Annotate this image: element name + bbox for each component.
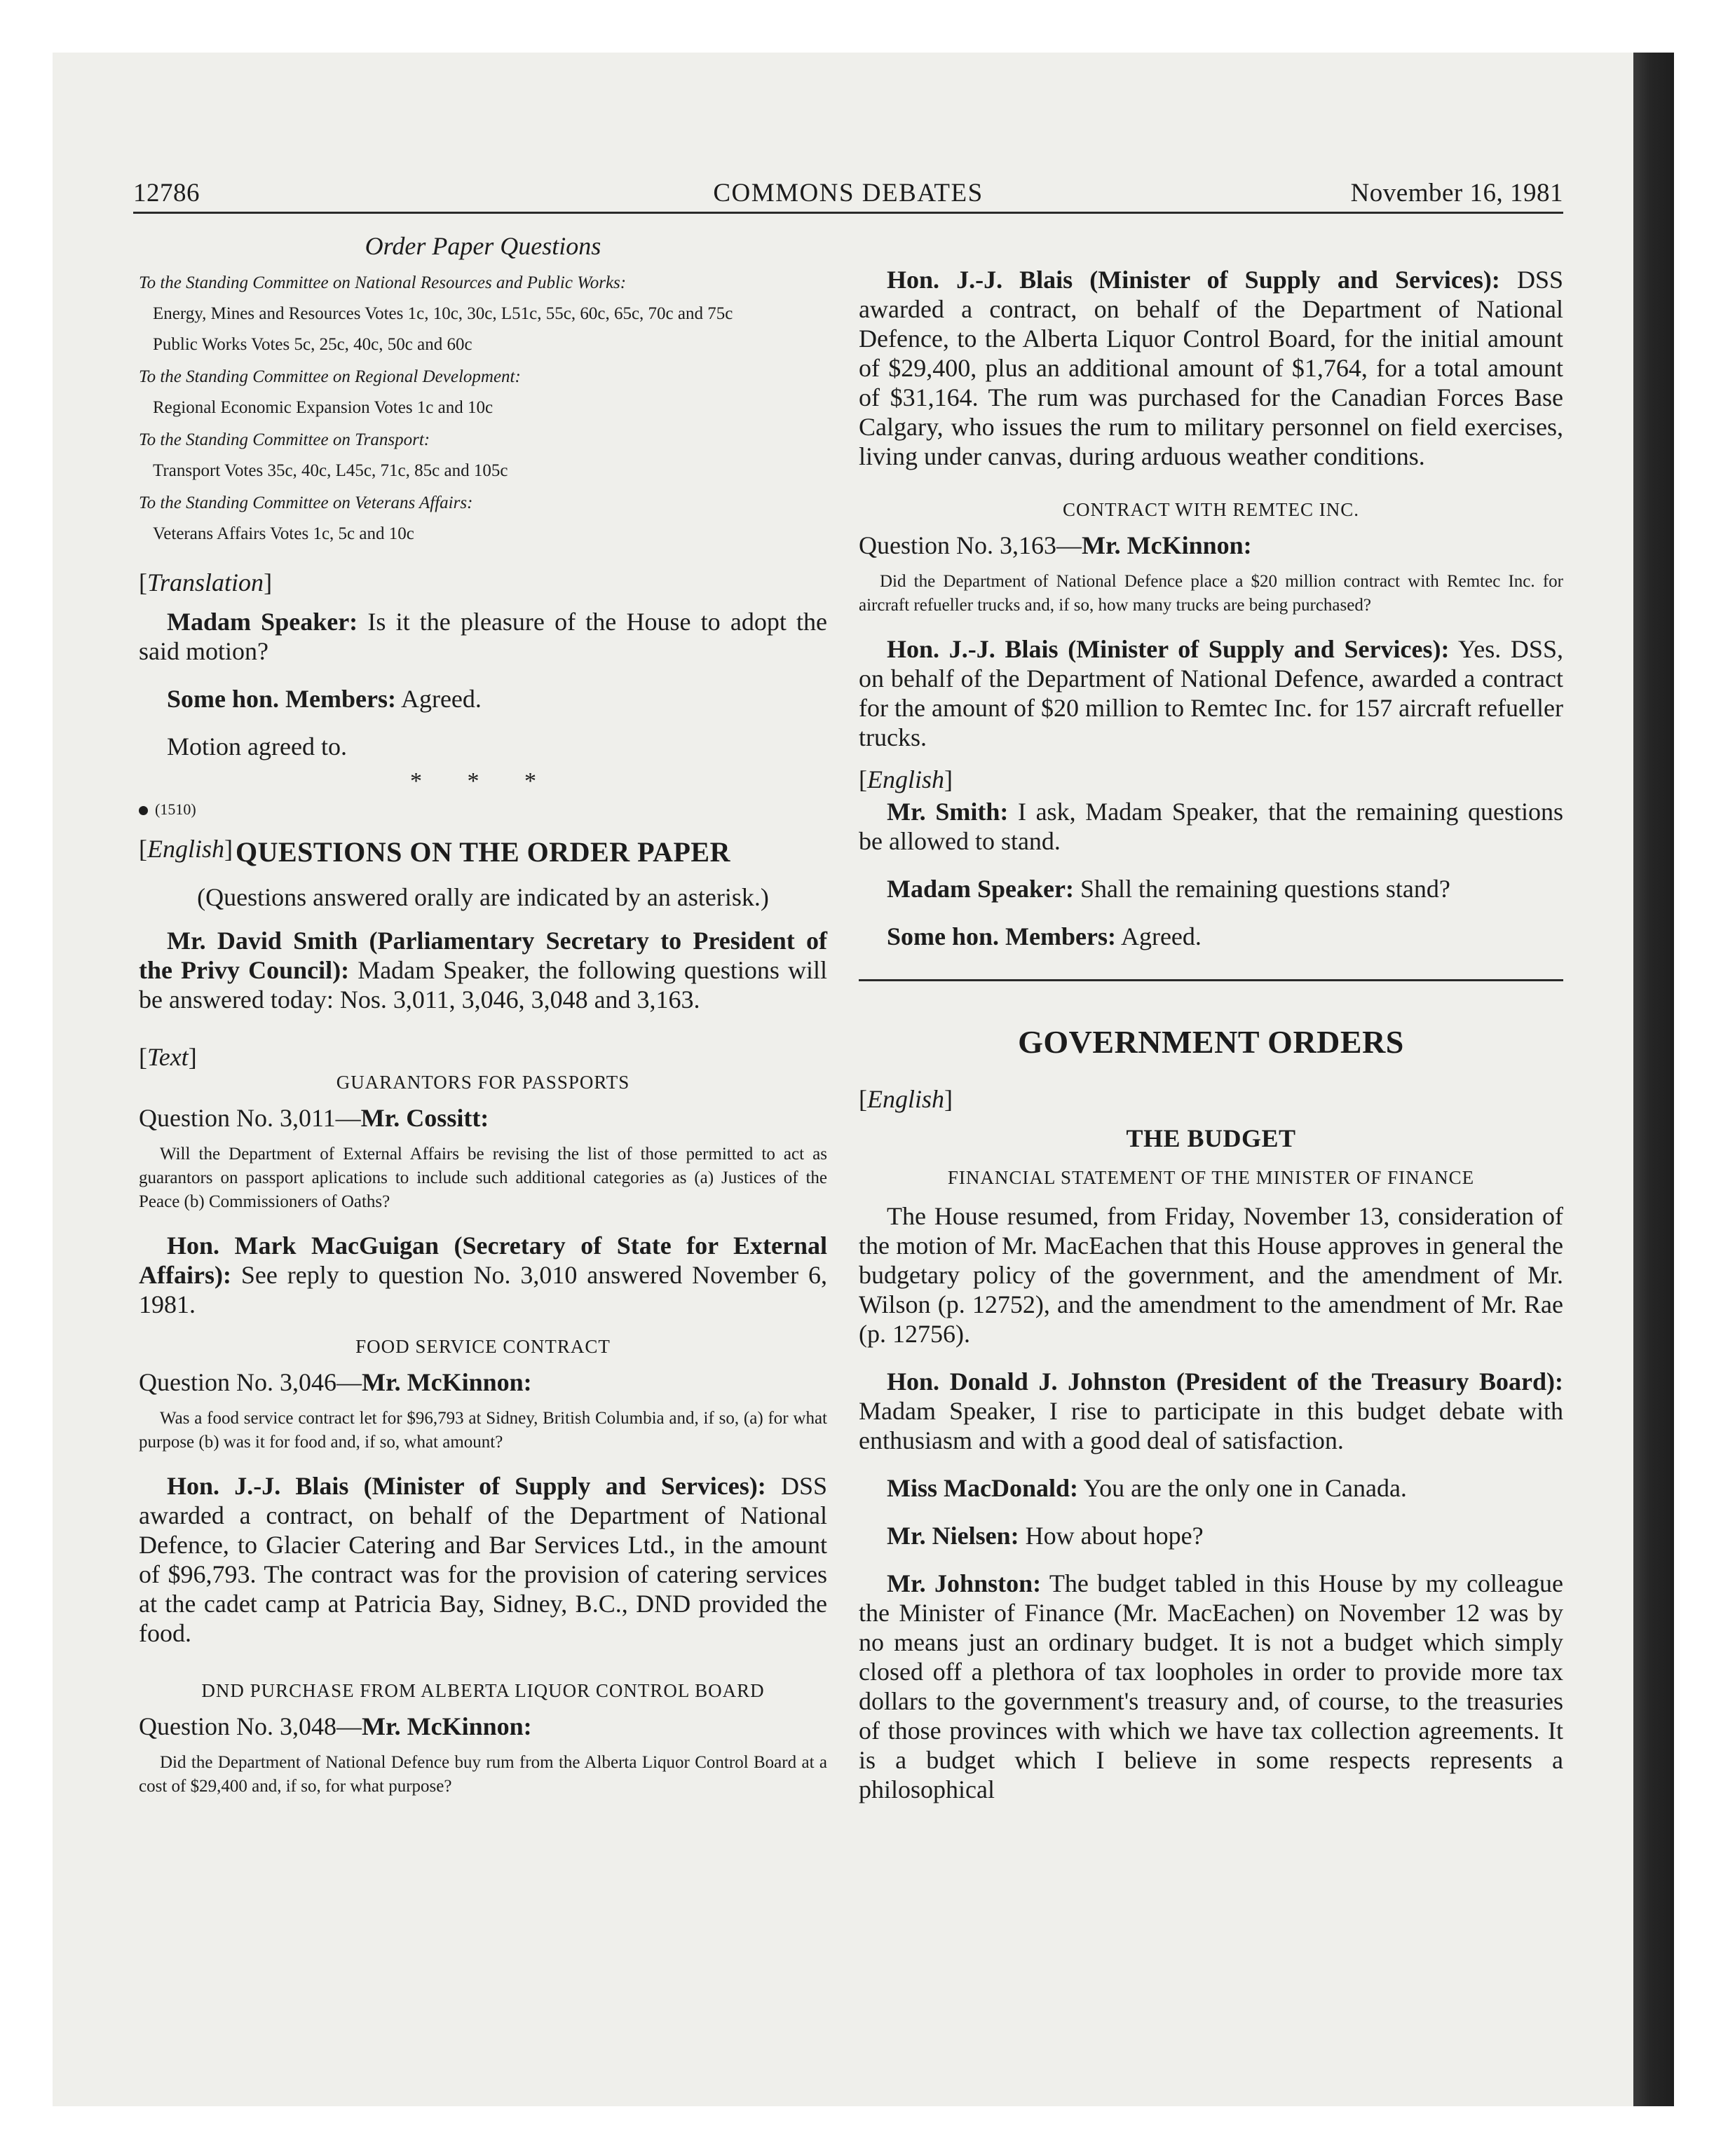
vote-line: Regional Economic Expansion Votes 1c and 10c <box>153 398 494 417</box>
speech-madam-speaker <box>859 874 1563 903</box>
speech-johnston-continued <box>859 1569 1563 1804</box>
question-subhead: FOOD SERVICE CONTRACT <box>355 1336 611 1357</box>
order-paper-title: Order Paper Questions <box>365 232 601 260</box>
english-tag: [English] <box>859 1085 953 1113</box>
header-rule <box>133 212 1563 214</box>
question-line: Question No. 3,046—Mr. McKinnon: <box>139 1368 532 1396</box>
speech-text: Shall the remaining questions stand? <box>1080 875 1450 903</box>
answer <box>859 634 1563 752</box>
government-orders-heading: GOVERNMENT ORDERS <box>1018 1024 1404 1060</box>
speech-text: Is it the pleasure of the House to adopt the said motion? <box>139 608 828 665</box>
asker-name: Mr. McKinnon: <box>362 1712 532 1740</box>
answer <box>139 1471 827 1648</box>
committee-heading: To the Standing Committee on Transport: <box>139 430 430 449</box>
motion-agreed: Motion agreed to. <box>167 732 347 760</box>
speech-members <box>139 684 827 714</box>
page-date: November 16, 1981 <box>1350 179 1563 207</box>
questions-heading: QUESTIONS ON THE ORDER PAPER <box>236 836 730 868</box>
speaker-name: Mr. Smith: <box>887 798 1009 826</box>
speaker-name: Miss MacDonald: <box>887 1474 1078 1502</box>
financial-statement-heading: FINANCIAL STATEMENT OF THE MINISTER OF FINANCE <box>947 1167 1475 1188</box>
speaker-name: Hon. Mark MacGuigan (Secretary of State for External Affairs): <box>139 1231 827 1289</box>
english-tag: [English] <box>139 835 233 863</box>
speech-nielsen <box>859 1521 1563 1550</box>
asker-name: Mr. McKinnon: <box>362 1368 532 1396</box>
committee-heading: To the Standing Committee on Veterans Affairs: <box>139 493 473 512</box>
vote-line: Transport Votes 35c, 40c, L45c, 71c, 85c and 105c <box>153 461 508 480</box>
binding-edge <box>1633 53 1674 2106</box>
speech-text: Madam Speaker, the following questions will be answered today: Nos. 3,011, 3,046, 3,048 and 3,163. <box>139 956 827 1014</box>
speaker-name: Some hon. Members: <box>167 685 396 713</box>
section-stars: * * * <box>410 768 556 794</box>
asker-name: Mr. McKinnon: <box>1082 531 1252 559</box>
speech-smith <box>139 926 827 1014</box>
committee-heading: To the Standing Committee on Regional Development: <box>139 367 521 386</box>
speech-macdonald <box>859 1473 1563 1503</box>
speech-text: See reply to question No. 3,010 answered November 6, 1981. <box>139 1261 827 1318</box>
question-subhead: DND PURCHASE FROM ALBERTA LIQUOR CONTROL BOARD <box>201 1680 765 1701</box>
page-number: 12786 <box>133 179 200 207</box>
speaker-name: Hon. J.-J. Blais (Minister of Supply and Services): <box>167 1472 766 1500</box>
bullet-icon <box>139 806 148 815</box>
translation-tag: [Translation] <box>139 568 273 596</box>
question-text: Did the Department of National Defence place a $20 million contract with Remtec Inc. for aircraft refueller trucks and, if so, how many trucks are being purchased? <box>859 572 1563 615</box>
question-subhead: GUARANTORS FOR PASSPORTS <box>336 1072 630 1093</box>
speech-johnston <box>859 1367 1563 1455</box>
speech-text: You are the only one in Canada. <box>1083 1474 1407 1502</box>
questions-note: (Questions answered orally are indicated by an asterisk.) <box>197 883 769 911</box>
vote-line: Energy, Mines and Resources Votes 1c, 10c, 30c, L51c, 55c, 60c, 65c, 70c and 75c <box>153 304 733 323</box>
resumed-text: The House resumed, from Friday, November 13, consideration of the motion of Mr. MacEachen that this House approves in general the budgetary policy of the government, and the amendment of Mr. Wilson (p. 12752), and the amendment to the amendment of Mr. Rae (p. 12756). <box>859 1202 1563 1348</box>
speech-text: Agreed. <box>400 685 482 713</box>
speech-members <box>859 922 1563 951</box>
time-marker: (1510) <box>139 800 827 819</box>
asker-name: Mr. Cossitt: <box>360 1104 489 1132</box>
speaker-name: Hon. J.-J. Blais (Minister of Supply and Services): <box>887 635 1450 663</box>
vote-line: Veterans Affairs Votes 1c, 5c and 10c <box>153 524 414 543</box>
left-column <box>139 231 827 1815</box>
question-line: Question No. 3,163—Mr. McKinnon: <box>859 531 1252 559</box>
page-header <box>133 178 1563 209</box>
english-tag: [English] <box>859 765 953 793</box>
question-text: Did the Department of National Defence buy rum from the Alberta Liquor Control Board at a cost of $29,400 and, if so, for what purpose? <box>139 1753 827 1796</box>
speech-text: DSS awarded a contract, on behalf of the Department of National Defence, to the Alberta Liquor Control Board, for the initial amount of $29,400, plus an additional amount of $1,764, for a total amount of $31,164. The rum was purchased for the Canadian Forces Base Calgary, who issues the rum to military personnel on field exercises, living under canvas, during arduous weather conditions. <box>859 266 1563 470</box>
question-text: Was a food service contract let for $96,793 at Sidney, British Columbia and, if so, (a) for what purpose (b) was it for food and, if so, what amount? <box>139 1409 827 1452</box>
speech-smith <box>859 797 1563 856</box>
section-rule <box>859 979 1563 981</box>
speaker-name: Madam Speaker: <box>887 875 1074 903</box>
question-line: Question No. 3,011—Mr. Cossitt: <box>139 1104 489 1132</box>
question-subhead: CONTRACT WITH REMTEC INC. <box>1063 499 1359 520</box>
answer <box>859 265 1563 471</box>
speaker-name: Hon. J.-J. Blais (Minister of Supply and Services): <box>887 266 1500 294</box>
speech-text: Agreed. <box>1120 922 1202 950</box>
speaker-name: Madam Speaker: <box>167 608 358 636</box>
speaker-name: Mr. Nielsen: <box>887 1522 1019 1550</box>
publication-title: COMMONS DEBATES <box>713 179 984 207</box>
speech-text: Madam Speaker, I rise to participate in this budget debate with enthusiasm and with a good deal of satisfaction. <box>859 1397 1563 1454</box>
right-column <box>859 265 1563 1804</box>
question-line: Question No. 3,048—Mr. McKinnon: <box>139 1712 532 1740</box>
speech-text: I ask, Madam Speaker, that the remaining questions be allowed to stand. <box>859 798 1563 855</box>
speech-text: Yes. DSS, on behalf of the Department of National Defence, awarded a contract for the amount of $20 million to Remtec Inc. for 157 aircraft refueller trucks. <box>859 635 1563 751</box>
speech-text: The budget tabled in this House by my colleague the Minister of Finance (Mr. MacEachen) on November 12 was by no means just an ordinary budget. It is not a budget which simply closed off a plethora of tax loopholes in order to provide more tax dollars to the government's treasury and, of course, to the treasuries of those provinces with which we have tax collection agreements. It is a budget which I believe in some respects represents a philosophical <box>859 1569 1563 1803</box>
speaker-name: Hon. Donald J. Johnston (President of the Treasury Board): <box>887 1367 1563 1396</box>
speech-text: DSS awarded a contract, on behalf of the Department of National Defence, to Glacier Catering and Bar Services Ltd., in the amount of $96,793. The contract was for the provision of catering services at the cadet camp at Patricia Bay, Sidney, B.C., DND provided the food. <box>139 1472 827 1647</box>
speaker-name: Mr. Johnston: <box>887 1569 1042 1597</box>
speaker-name: Some hon. Members: <box>887 922 1116 950</box>
answer <box>139 1231 827 1319</box>
speech-text: How about hope? <box>1025 1522 1204 1550</box>
budget-heading: THE BUDGET <box>1126 1124 1296 1152</box>
speaker-name: Mr. David Smith (Parliamentary Secretary to President of the Privy Council): <box>139 927 827 984</box>
text-tag: [Text] <box>139 1043 197 1071</box>
speech-madam-speaker <box>139 607 827 666</box>
vote-line: Public Works Votes 5c, 25c, 40c, 50c and 60c <box>153 335 472 354</box>
question-text: Will the Department of External Affairs be revising the list of those permitted to act as guarantors on passport aplications to include such additional categories as (a) Justices of the Peace (b) Commissioners of Oaths? <box>139 1145 827 1211</box>
committee-heading: To the Standing Committee on National Resources and Public Works: <box>139 273 627 292</box>
